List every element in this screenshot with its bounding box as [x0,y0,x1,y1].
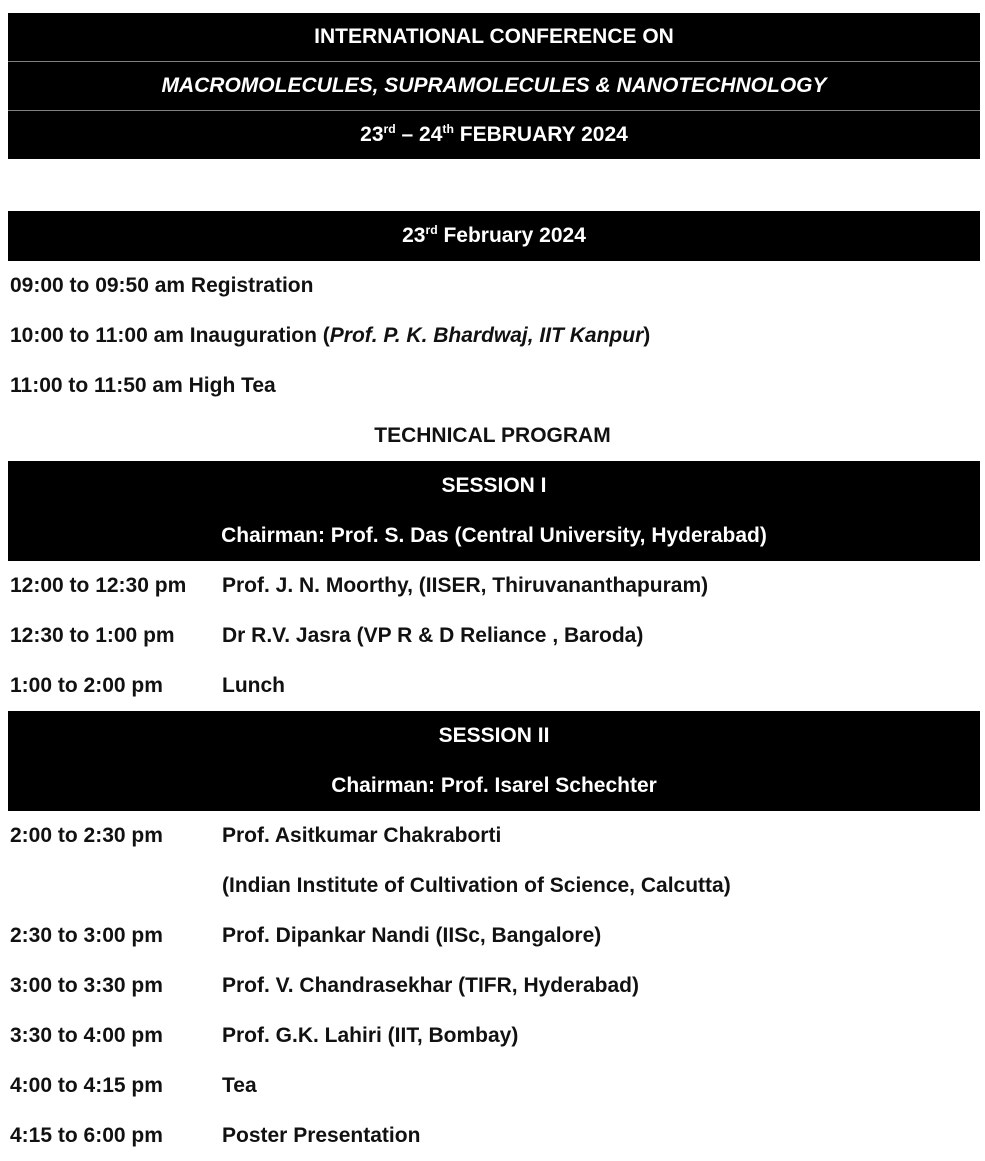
schedule-row-high-tea [0,361,985,411]
session1-header-bar [8,461,980,561]
event-text: 09:00 to 09:50 am Registration [10,274,314,297]
schedule-row [0,961,985,1011]
header-title-text: INTERNATIONAL CONFERENCE ON [314,25,674,48]
technical-program-heading [0,411,985,461]
conference-header [8,13,980,159]
event-description: Poster Presentation [222,1124,421,1147]
event-time: 4:00 to 4:15 pm [10,1074,163,1097]
event-time: 12:30 to 1:00 pm [10,624,175,647]
event-time: 3:30 to 4:00 pm [10,1024,163,1047]
ordinal-suffix: rd [383,122,396,136]
event-text: 11:00 to 11:50 am High Tea [10,374,276,397]
schedule-row-continuation [0,861,985,911]
header-gap [0,159,985,211]
header-topic-text: MACROMOLECULES, SUPRAMOLECULES & NANOTECHNOLOGY [161,74,827,97]
day-header-bar [8,211,980,261]
event-description: Prof. Dipankar Nandi (IISc, Bangalore) [222,924,602,947]
event-description: (Indian Institute of Cultivation of Science, Calcutta) [222,874,731,897]
speaker-name: Prof. P. K. Bhardwaj, IIT Kanpur [329,324,644,347]
schedule-row [0,661,985,711]
ordinal-suffix: th [442,122,454,136]
event-time: 3:00 to 3:30 pm [10,974,163,997]
day-header-text: 23rd February 2024 [402,223,586,247]
session2-header-bar [8,711,980,811]
session2-chairman: Chairman: Prof. Isarel Schechter [331,774,657,797]
event-time: 2:30 to 3:00 pm [10,924,163,947]
header-dates-line [8,111,980,159]
header-title-line [8,13,980,62]
ordinal-suffix: rd [425,223,438,237]
schedule-row [0,1061,985,1111]
technical-program-text: TECHNICAL PROGRAM [374,424,611,447]
session2-title: SESSION II [438,724,550,747]
event-text: 10:00 to 11:00 am Inauguration (Prof. P. K. Bhardwaj, IIT Kanpur) [10,324,651,347]
schedule-row [0,811,985,861]
event-time: 1:00 to 2:00 pm [10,674,163,697]
schedule-row [0,911,985,961]
schedule-row-inauguration [0,311,985,361]
header-topic-line [8,62,980,111]
event-description: Dr R.V. Jasra (VP R & D Reliance , Baroda) [222,624,644,647]
schedule-row-registration [0,261,985,311]
schedule-row [0,611,985,661]
session1-title: SESSION I [441,474,547,497]
event-description: Prof. Asitkumar Chakraborti [222,824,502,847]
session1-chairman: Chairman: Prof. S. Das (Central University, Hyderabad) [221,524,767,547]
schedule-row [0,1011,985,1061]
schedule-row [0,1111,985,1161]
header-dates-text: 23rd – 24th FEBRUARY 2024 [360,122,628,146]
schedule-row [0,561,985,611]
event-description: Prof. V. Chandrasekhar (TIFR, Hyderabad) [222,974,639,997]
event-time: 12:00 to 12:30 pm [10,574,187,597]
event-description: Prof. G.K. Lahiri (IIT, Bombay) [222,1024,519,1047]
event-time: 2:00 to 2:30 pm [10,824,163,847]
event-time: 4:15 to 6:00 pm [10,1124,163,1147]
event-description: Tea [222,1074,257,1097]
event-description: Lunch [222,674,285,697]
event-description: Prof. J. N. Moorthy, (IISER, Thiruvananthapuram) [222,574,709,597]
